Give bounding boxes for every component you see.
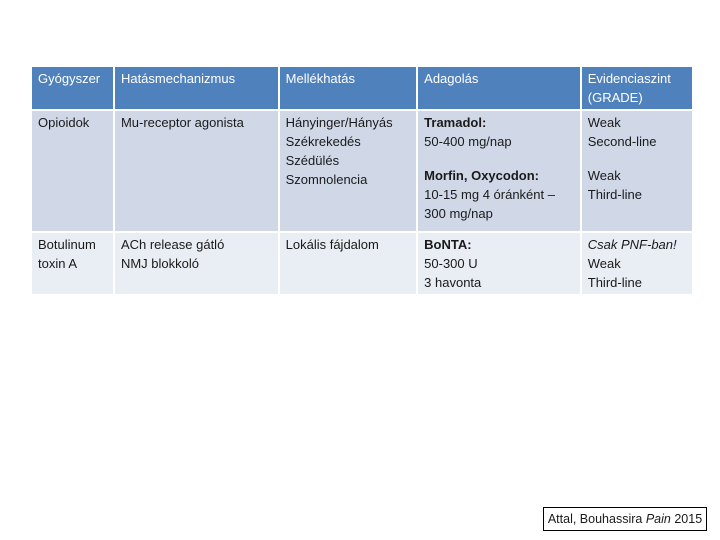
cell-mechanism: Mu-receptor agonista xyxy=(114,110,279,232)
header-mechanism: Hatásmechanizmus xyxy=(114,67,279,110)
cell-dosage: Tramadol: 50-400 mg/nap Morfin, Oxycodon: 10-15 mg 4 óránként – 300 mg/nap xyxy=(417,110,581,232)
table-row-botulinum xyxy=(32,232,693,295)
cell-mechanism: ACh release gátló NMJ blokkoló xyxy=(114,232,279,295)
cell-dosage: BoNTA: 50-300 U 3 havonta xyxy=(417,232,581,295)
header-evidence: Evidenciaszint (GRADE) xyxy=(581,67,693,110)
header-dosage: Adagolás xyxy=(417,67,581,110)
citation-journal: Pain xyxy=(645,512,671,526)
evidence-table xyxy=(32,67,694,296)
citation-authors: Attal, Bouhassira xyxy=(547,512,643,526)
cell-side-effects: Hányinger/Hányás Székrekedés Szédülés Szomnolencia xyxy=(279,110,418,232)
header-drug: Gyógyszer xyxy=(32,67,114,110)
citation-year: 2015 xyxy=(674,512,703,526)
cell-side-effects: Lokális fájdalom xyxy=(279,232,418,295)
table-row-opioids xyxy=(32,110,693,232)
citation-box xyxy=(543,507,707,531)
header-side-effects: Mellékhatás xyxy=(279,67,418,110)
cell-drug: Botulinum toxin A xyxy=(32,232,114,295)
cell-evidence: Weak Second-line Weak Third-line xyxy=(581,110,693,232)
cell-evidence: Csak PNF-ban! Weak Third-line xyxy=(581,232,693,295)
table-header-row xyxy=(32,67,693,110)
cell-drug: Opioidok xyxy=(32,110,114,232)
